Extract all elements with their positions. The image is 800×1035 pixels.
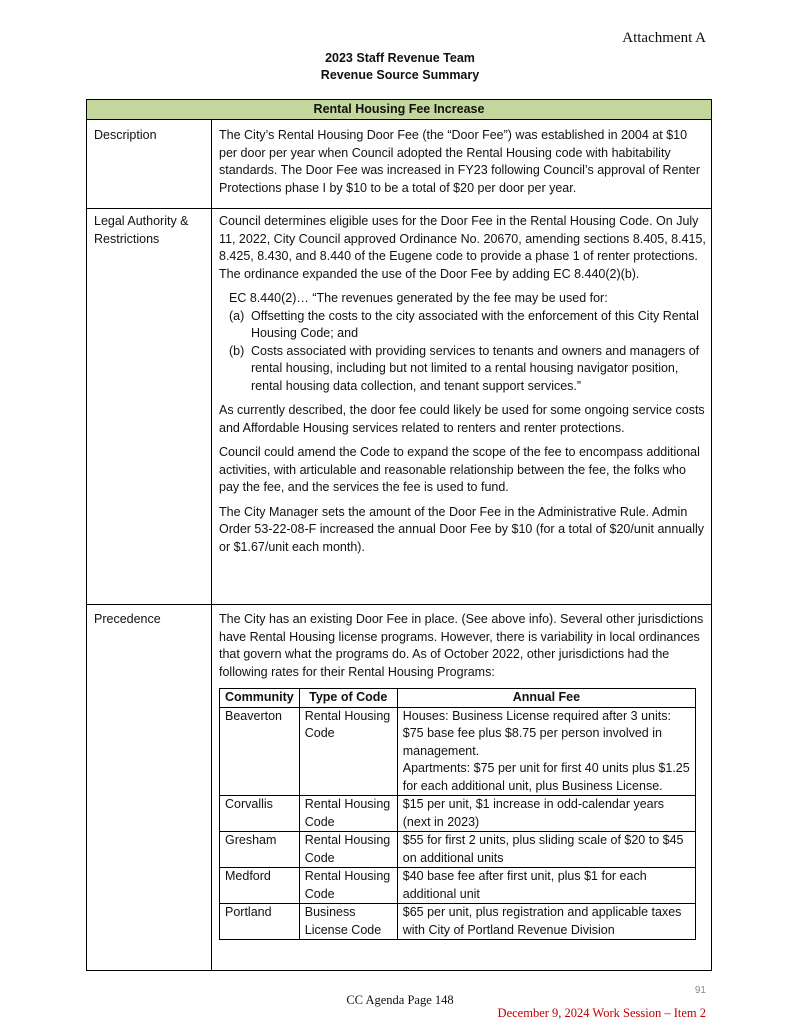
table-header-row xyxy=(220,689,696,708)
table-row xyxy=(220,904,696,940)
header-line-2: Revenue Source Summary xyxy=(320,68,480,82)
quote-item xyxy=(229,308,707,343)
row-label-description: Description xyxy=(94,128,157,142)
header-annual-fee: Annual Fee xyxy=(397,689,695,708)
row-divider xyxy=(87,604,711,605)
document-header xyxy=(0,50,800,84)
cell-type-of-code: Business License Code xyxy=(299,904,397,940)
row-content-legal-authority xyxy=(219,213,707,563)
cell-annual-fee xyxy=(397,707,695,796)
cell-type-of-code: Rental Housing Code xyxy=(299,832,397,868)
paragraph: Council could amend the Code to expand the scope of the fee to encompass additional activities, with articulable and reasonable relationship between the fee, the folks who pay the fee, and the services the fee is used to fund. xyxy=(219,445,700,494)
cell-community: Portland xyxy=(220,904,300,940)
revenue-summary-table xyxy=(86,99,712,971)
cell-type-of-code: Rental Housing Code xyxy=(299,796,397,832)
fee-apartments: Apartments: $75 per unit for first 40 units plus $1.25 for each additional unit, plus Business License. xyxy=(402,761,690,793)
quote-item-text: Costs associated with providing services to tenants and owners and managers of rental housing, including but not limited to a rental housing navigator position, rental housing data collection, and tenant support services.” xyxy=(251,343,700,393)
code-quote xyxy=(219,290,707,395)
work-session-footer: December 9, 2024 Work Session – Item 2 xyxy=(497,1006,706,1020)
quote-intro: EC 8.440(2)… “The revenues generated by the fee may be used for: xyxy=(229,291,608,305)
table-row xyxy=(220,868,696,904)
paragraph: Council determines eligible uses for the Door Fee in the Rental Housing Code. On July 11, 2022, City Council approved Ordinance No. 20670, amending sections 8.405, 8.415, 8.425, 8.430, and 8.440 of the Eugene code to provide a phase 1 of renter protections. The ordinance expanded the use of the Door Fee by adding EC 8.440(2)(b). xyxy=(219,214,706,281)
header-community: Community xyxy=(220,689,300,708)
paragraph: The City has an existing Door Fee in place. (See above info). Several other jurisdictions have Rental Housing license programs. However, there is variability in local ordinances that govern what the programs do. As of October 2022, other jurisdictions had the following rates for their Rental Housing Programs: xyxy=(219,612,704,679)
paragraph: As currently described, the door fee could likely be used for some ongoing service costs and Affordable Housing services related to renters and renter protections. xyxy=(219,403,705,435)
rental-rates-table xyxy=(219,688,696,940)
row-content-precedence xyxy=(219,611,707,940)
row-divider xyxy=(87,208,711,209)
quote-item-marker: (a) xyxy=(229,308,245,323)
attachment-label: Attachment A xyxy=(622,30,706,46)
page-number: 91 xyxy=(694,985,706,996)
row-label-legal-authority: Legal Authority & Restrictions xyxy=(94,214,189,246)
cell-community: Gresham xyxy=(220,832,300,868)
paragraph: The City’s Rental Housing Door Fee (the “Door Fee”) was established in 2004 at $10 per door per year when Council adopted the Rental Housing code with habitability standards. The Door Fee was increased in FY23 following Council’s approval of Renter Protections phase I by $10 to be a total of $20 per door per year. xyxy=(219,128,701,195)
cell-annual-fee: $40 base fee after first unit, plus $1 for each additional unit xyxy=(397,868,695,904)
quote-item xyxy=(229,343,707,396)
cell-community: Corvallis xyxy=(220,796,300,832)
table-row xyxy=(220,796,696,832)
quote-item-marker: (b) xyxy=(229,343,245,358)
cell-annual-fee: $65 per unit, plus registration and applicable taxes with City of Portland Revenue Division xyxy=(397,904,695,940)
cell-type-of-code: Rental Housing Code xyxy=(299,707,397,796)
table-row xyxy=(220,707,696,796)
row-label-precedence: Precedence xyxy=(94,612,161,626)
row-content-description xyxy=(219,127,707,204)
header-line-1: 2023 Staff Revenue Team xyxy=(325,51,475,65)
column-divider xyxy=(211,119,212,970)
paragraph: The City Manager sets the amount of the Door Fee in the Administrative Rule. Admin Order 53-22-08-F increased the annual Door Fee by $10 (for a total of $20/unit annually or $1.67/unit each month). xyxy=(219,504,705,554)
fee-houses: Houses: Business License required after 3 units: $75 base fee plus $8.75 per person involved in management. xyxy=(402,708,671,758)
agenda-page-footer: CC Agenda Page 148 xyxy=(346,993,454,1007)
cell-annual-fee: $55 for first 2 units, plus sliding scale of $20 to $45 on additional units xyxy=(397,832,695,868)
cell-community: Beaverton xyxy=(220,707,300,796)
table-title: Rental Housing Fee Increase xyxy=(87,100,711,120)
cell-annual-fee: $15 per unit, $1 increase in odd-calendar years (next in 2023) xyxy=(397,796,695,832)
table-row xyxy=(220,832,696,868)
header-type-of-code: Type of Code xyxy=(299,689,397,708)
quote-item-text: Offsetting the costs to the city associated with the enforcement of this City Rental Housing Code; and xyxy=(251,308,699,340)
cell-type-of-code: Rental Housing Code xyxy=(299,868,397,904)
cell-community: Medford xyxy=(220,868,300,904)
